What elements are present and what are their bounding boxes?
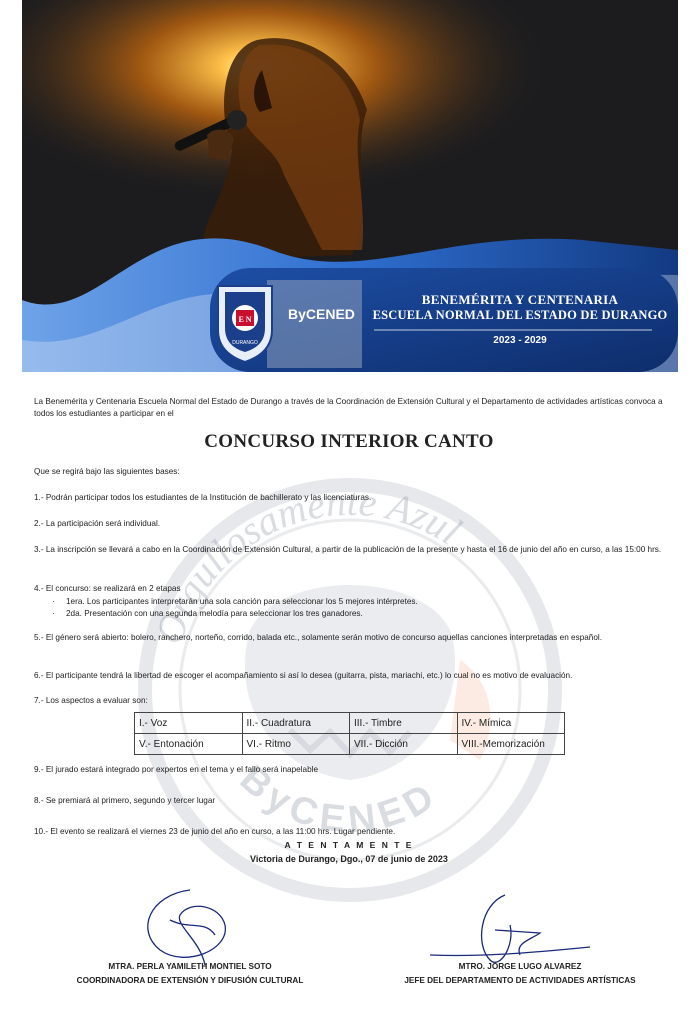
closing-date: Victoria de Durango, Dgo., 07 de junio de 2023	[250, 854, 448, 864]
left-signatory-name: MTRA. PERLA YAMILETH MONTIEL SOTO	[108, 962, 272, 971]
base-item-9: 9.- El jurado estará integrado por expertos en el tema y el fallo será inapelable	[34, 765, 318, 774]
evaluation-criteria-table	[134, 712, 565, 755]
institution-line1: BENEMÉRITA Y CENTENARIA	[421, 292, 619, 307]
stage-1-text: 1era. Los participantes interpretarán una sola canción para seleccionar los 5 mejores intérpretes.	[66, 597, 418, 606]
watermark-bottom-text: ByCENED	[231, 757, 447, 842]
institution-line2: ESCUELA NORMAL DEL ESTADO DE DURANGO	[372, 308, 668, 322]
base-item-7: 7.- Los aspectos a evaluar son:	[34, 696, 148, 705]
criterion-cell: IV.- Mímica	[457, 713, 565, 734]
stage-2: · 2da. Presentación con una segunda melodía para seleccionar los tres ganadores.	[52, 609, 363, 618]
criterion-cell: V.- Entonación	[135, 734, 243, 755]
crest-sub: DURANGO	[232, 340, 258, 346]
left-signatory-role: COORDINADORA DE EXTENSIÓN Y DIFUSIÓN CULTURAL	[76, 976, 304, 985]
base-item-4: 4.- El concurso: se realizará en 2 etapas	[34, 584, 181, 593]
base-item-2: 2.- La participación será individual.	[34, 519, 161, 528]
crest-letters: E N	[238, 315, 252, 324]
criterion-cell: VIII.-Memorización	[457, 734, 565, 755]
page-title: CONCURSO INTERIOR CANTO	[204, 431, 494, 452]
institution-banner	[370, 292, 670, 346]
base-item-3: 3.- La inscripción se llevará a cabo en la Coordinación de Extensión Cultural, a partir de la publicación de la presente y hasta el 16 de junio del año en curso, a las 15:00 hrs.	[34, 545, 662, 554]
brand-label: ByCENED	[288, 306, 355, 322]
bases-intro: Que se regirá bajo las siguientes bases:	[34, 467, 180, 476]
criterion-cell: VII.- Dicción	[350, 734, 458, 755]
right-signatory-role: JEFE DEL DEPARTAMENTO DE ACTIVIDADES ARTÍSTICAS	[404, 976, 636, 985]
table-row	[135, 713, 565, 734]
criterion-cell: VI.- Ritmo	[242, 734, 350, 755]
base-item-8: 8.- Se premiará al primero, segundo y tercer lugar	[34, 796, 216, 805]
criterion-cell: III.- Timbre	[350, 713, 458, 734]
right-signatory	[360, 960, 680, 988]
stage-2-text: 2da. Presentación con una segunda melodía para seleccionar los tres ganadores.	[66, 609, 363, 618]
base-item-5: 5.- El género será abierto: bolero, ranchero, norteño, corrido, balada etc., solamente serán motivo de concurso aquellas canciones interpretadas en español.	[34, 633, 603, 642]
right-signatory-name: MTRO. JORGE LUGO ALVAREZ	[458, 962, 582, 971]
stage-1: · 1era. Los participantes interpretarán una sola canción para seleccionar los 5 mejores intérpretes.	[52, 597, 418, 606]
school-crest	[218, 286, 272, 362]
base-item-6: 6.- El participante tendrá la libertad de escoger el acompañamiento si así lo desea (guitarra, pista, mariachi, etc.) lo cual no es motivo de evaluación.	[34, 671, 573, 680]
base-item-1: 1.- Podrán participar todos los estudiantes de la Institución de bachillerato y las licenciaturas.	[34, 493, 372, 502]
closing-atentamente: A T E N T A M E N T E	[284, 840, 414, 850]
table-row	[135, 734, 565, 755]
watermark-top-text: Orgullosamente Azul	[145, 478, 470, 650]
criterion-cell: I.- Voz	[135, 713, 243, 734]
intro-paragraph: La Benemérita y Centenaria Escuela Normal del Estado de Durango a través de la Coordinación de Extensión Cultural y el Departamento de actividades artísticas convoca a todos los estudiantes a participar en el	[34, 397, 663, 418]
criterion-cell: II.- Cuadratura	[242, 713, 350, 734]
period-years: 2023 - 2029	[493, 335, 547, 346]
left-signatory	[40, 960, 340, 988]
base-item-10: 10.- El evento se realizará el viernes 23 de junio del año en curso, a las 11:00 hrs. Lugar pendiente.	[34, 827, 396, 836]
